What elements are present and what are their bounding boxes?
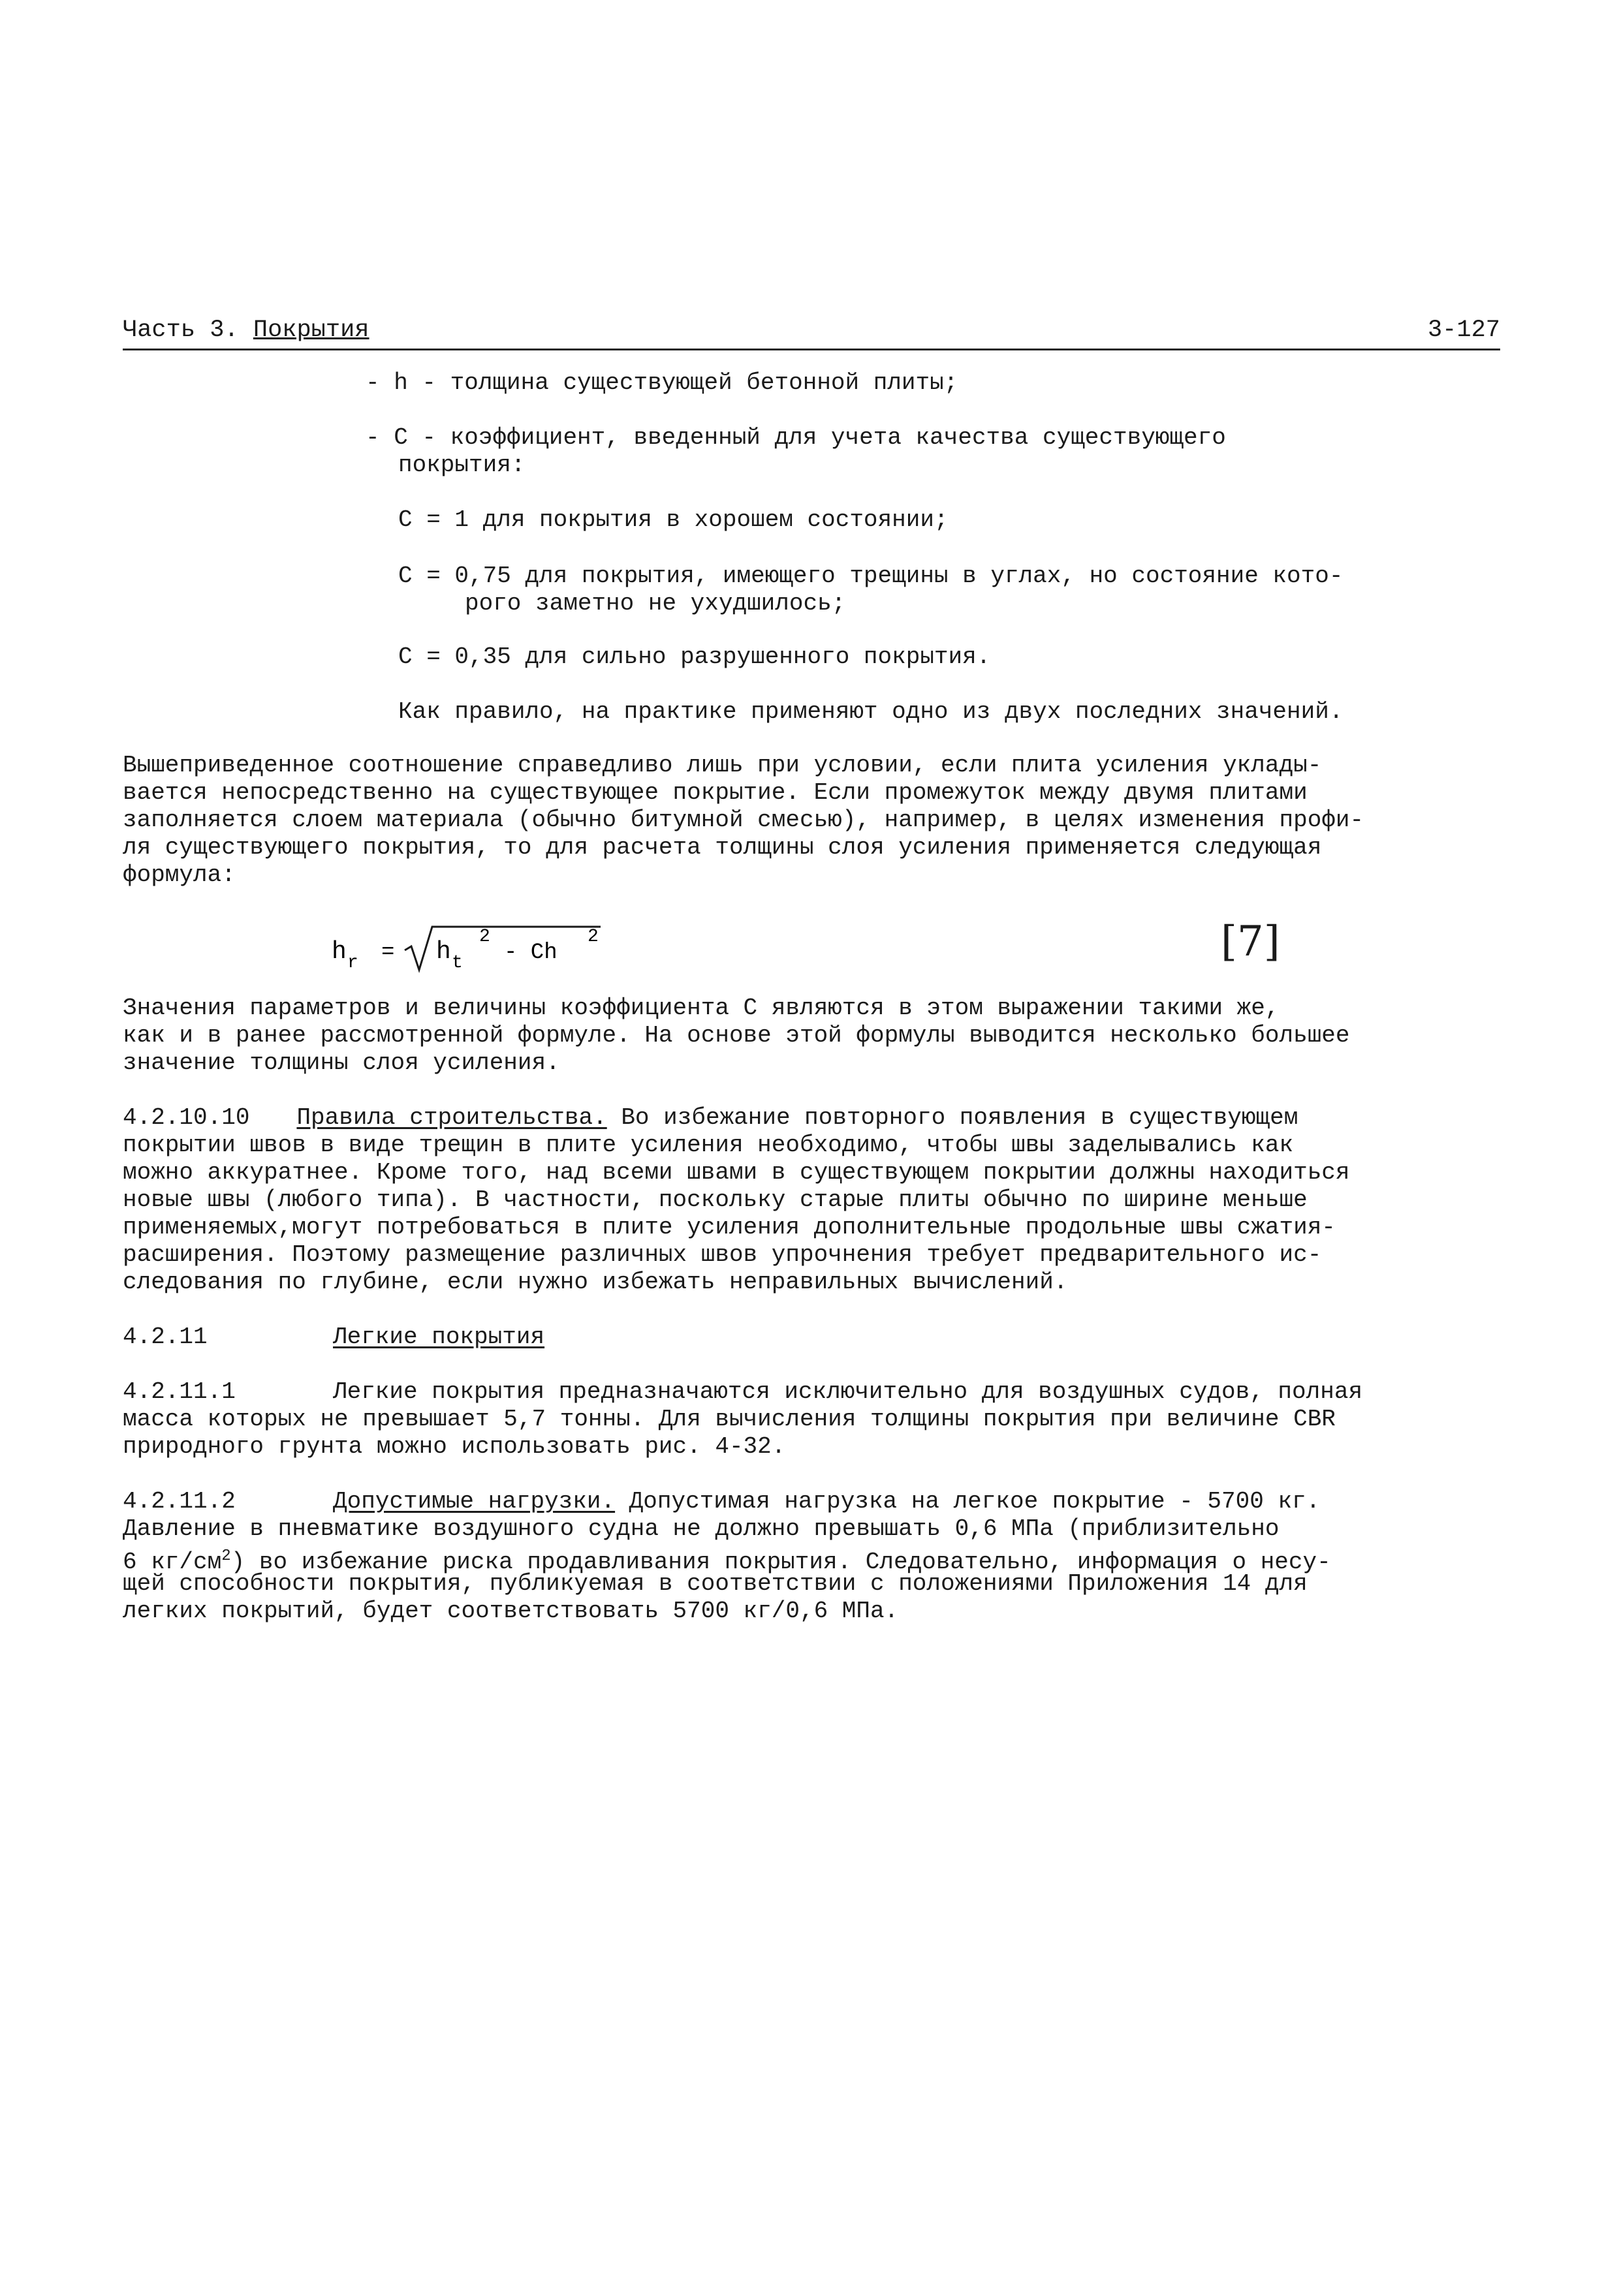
formula-equals: =	[381, 940, 395, 965]
para1-line: формула:	[123, 861, 236, 888]
section-4-2-11-number: 4.2.11	[123, 1324, 208, 1350]
section-title: Допустимые нагрузки.	[333, 1488, 616, 1515]
section-line: щей способности покрытия, публикуемая в соответствии с положениями Приложения 14 для	[123, 1570, 1308, 1597]
section-title: Правила строительства.	[296, 1104, 607, 1131]
section-line: применяемых,могут потребоваться в плите усиления дополнительные продольные швы сжатия-	[123, 1214, 1336, 1241]
section-lead: Допустимая нагрузка на легкое покрытие - 5700 кг.	[615, 1488, 1321, 1515]
para2-line: Значения параметров и величины коэффициента C являются в этом выражении такими же,	[123, 995, 1280, 1021]
page-header	[123, 316, 1500, 350]
line-rest: ) во избежание риска продавливания покрытия. Следовательно, информация о несу-	[230, 1549, 1331, 1575]
section-4-2-11-title: Легкие покрытия	[333, 1324, 545, 1350]
section-line: легких покрытий, будет соответствовать 5700 кг/0,6 МПа.	[123, 1598, 899, 1624]
header-left	[123, 316, 369, 345]
formula-exp2: 2	[588, 927, 599, 947]
section-number: 4.2.10.10	[123, 1104, 250, 1131]
def-c075-line1: C = 0,75 для покрытия, имеющего трещины в углах, но состояние кото-	[398, 563, 1344, 589]
section-line: следования по глубине, если нужно избежать неправильных вычислений.	[123, 1269, 1068, 1295]
section-line: Давление в пневматике воздушного судна не должно превышать 0,6 МПа (приблизительно	[123, 1515, 1280, 1542]
section-line: расширения. Поэтому размещение различных швов упрочнения требует предварительного ис-	[123, 1241, 1322, 1268]
para2-line: как и в ранее рассмотренной формуле. На основе этой формулы выводится несколько большее	[123, 1022, 1350, 1049]
header-title: Покрытия	[253, 317, 369, 344]
para2-line: значение толщины слоя усиления.	[123, 1049, 560, 1076]
def-c075-line2: рого заметно не ухудшилось;	[465, 590, 846, 617]
formula-exp1: 2	[479, 927, 490, 947]
section-line: покрытии швов в виде трещин в плите усиления необходимо, чтобы швы заделывались как	[123, 1132, 1294, 1158]
para1-line: вается непосредственно на существующее покрытие. Если промежуток между двумя плитами	[123, 779, 1308, 806]
section-line: природного грунта можно использовать рис. 4-32.	[123, 1433, 786, 1460]
equation-number: [7]	[1221, 918, 1280, 966]
header-part: Часть 3.	[123, 317, 239, 344]
section-4-2-11-1-lead: Легкие покрытия предназначаются исключительно для воздушных судов, полная	[333, 1378, 1363, 1405]
def-h: - h - толщина существующей бетонной плиты;	[366, 369, 958, 396]
formula-h: h	[436, 938, 451, 966]
section-4-2-10-10-first-line	[123, 1104, 1298, 1132]
section-4-2-11-1-number: 4.2.11.1	[123, 1378, 236, 1405]
section-4-2-11-2-first-line	[333, 1488, 1320, 1515]
section-line: новые швы (любого типа). В частности, поскольку старые плиты обычно по ширине меньше	[123, 1187, 1308, 1213]
section-lead: Во избежание повторного появления в существующем	[606, 1104, 1298, 1131]
def-c-line2: покрытия:	[398, 452, 526, 478]
def-c-line1: - C - коэффициент, введенный для учета качества существующего	[366, 424, 1226, 451]
para1-line: Вышеприведенное соотношение справедливо лишь при условии, если плита усиления уклады-	[123, 752, 1322, 779]
formula	[332, 922, 606, 974]
practice-note: Как правило, на практике применяют одно из двух последних значений.	[398, 698, 1344, 725]
sqrt-sign	[405, 927, 601, 970]
page-number: 3-127	[1427, 317, 1500, 344]
para1-line: ля существующего покрытия, то для расчета толщины слоя усиления применяется следующая	[123, 834, 1322, 861]
section-line: масса которых не превышает 5,7 тонны. Для вычисления толщины покрытия при величине CBR	[123, 1406, 1336, 1433]
def-c035: C = 0,35 для сильно разрушенного покрытия.	[398, 644, 991, 670]
formula-minus-ch: - Ch	[504, 940, 558, 965]
section-4-2-11-2-number: 4.2.11.2	[123, 1488, 236, 1515]
formula-lhs-sub: r	[347, 953, 358, 973]
formula-lhs: h	[332, 938, 347, 966]
def-c1: C = 1 для покрытия в хорошем состоянии;	[398, 506, 949, 533]
formula-h-sub: t	[452, 953, 463, 973]
units-text: 6 кг/см	[123, 1549, 222, 1575]
para1-line: заполняется слоем материала (обычно битумной смесью), например, в целях изменения профи-	[123, 807, 1364, 833]
units-superscript: 2	[221, 1547, 231, 1565]
section-line: можно аккуратнее. Кроме того, над всеми швами в существующем покрытии должны находиться	[123, 1159, 1350, 1186]
